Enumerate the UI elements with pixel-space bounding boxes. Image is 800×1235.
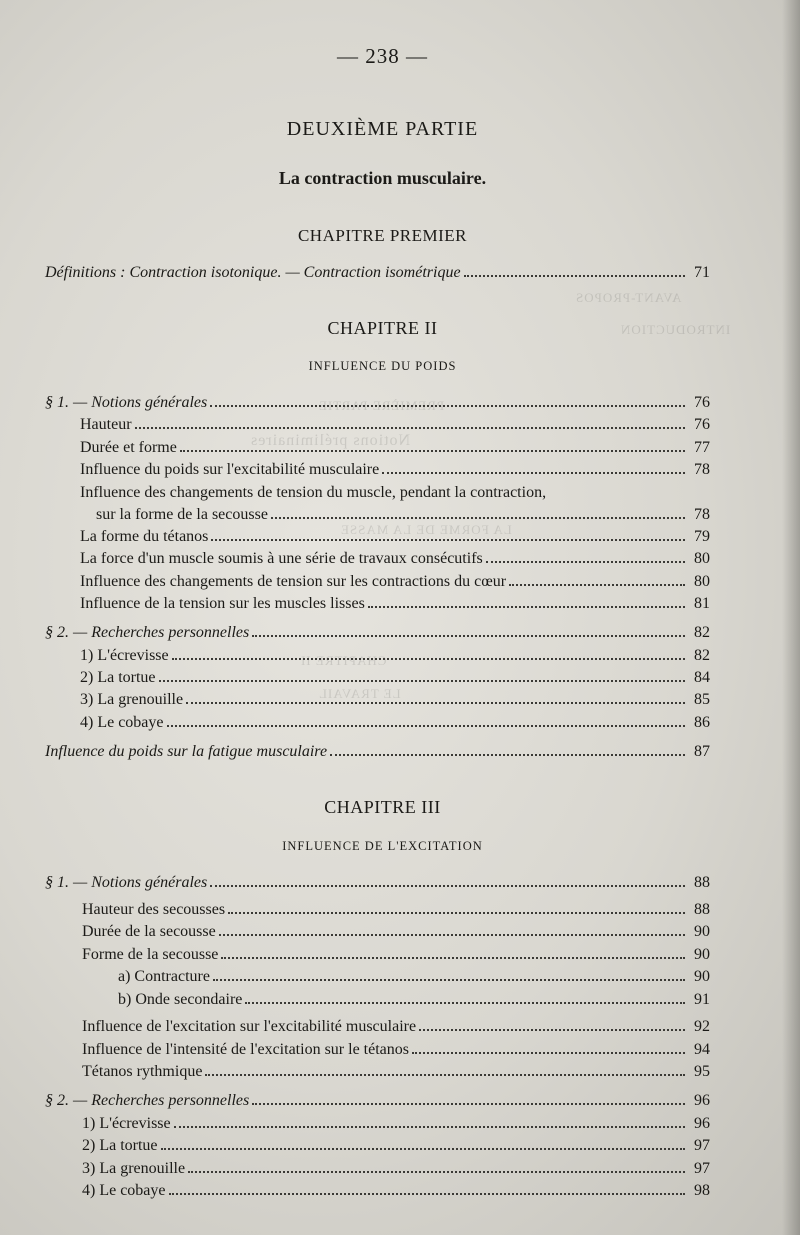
toc-entry-text: 3) La grenouille (82, 1160, 186, 1177)
leader-dots (486, 549, 685, 563)
toc-entry-page: 92 (694, 1018, 710, 1035)
toc-entry-page: 87 (694, 743, 710, 760)
toc-entry-text: Tétanos rythmique (82, 1063, 203, 1080)
toc-entry (45, 742, 710, 762)
toc-entry-text: Hauteur (80, 416, 132, 433)
leader-dots (188, 1159, 685, 1173)
toc-entry-page: 97 (694, 1160, 710, 1177)
toc-entry (82, 1017, 710, 1037)
toc-entry-page: 80 (694, 550, 710, 567)
toc-entry-text: 4) Le cobaye (80, 714, 164, 731)
part-subtitle: La contraction musculaire. (278, 168, 487, 188)
toc-entry-page: 95 (694, 1063, 710, 1080)
leader-dots (180, 438, 685, 452)
leader-dots (271, 505, 685, 519)
toc-entry-page: 88 (694, 901, 710, 918)
toc-entry (82, 1181, 710, 1201)
toc-entry-page: 76 (694, 394, 710, 411)
toc-entry-text: Influence du poids sur la fatigue musculaire (45, 743, 328, 760)
chapter2-heading: CHAPITRE II (327, 318, 438, 338)
leader-dots (245, 990, 685, 1004)
toc-entry-text: sur la forme de la secousse (96, 506, 268, 523)
bleed-through-text: Notions préliminaires (250, 432, 411, 449)
bleed-through-text: INTRODUCTION (620, 322, 731, 337)
chapter3-heading: CHAPITRE III (324, 797, 441, 817)
bleed-through-text: AVANT-PROPOS (575, 290, 682, 305)
toc-entry-text: La force d'un muscle soumis à une série de travaux consécutifs (80, 550, 483, 567)
toc-entry-text: 2) La tortue (82, 1137, 158, 1154)
toc-entry-page: 84 (694, 669, 710, 686)
toc-entry (80, 527, 710, 547)
toc-entry-text: Influence de l'intensité de l'excitation sur le tétanos (82, 1041, 409, 1058)
toc-entry-page: 80 (694, 573, 710, 590)
leader-dots (172, 646, 685, 660)
toc-entry-text: 1) L'écrevisse (80, 647, 169, 664)
bleed-through-text: LE TRAVAIL (318, 686, 401, 701)
leader-dots (382, 460, 685, 474)
toc-entry-page: 85 (694, 691, 710, 708)
toc-entry-text: Influence de la tension sur les muscles lisses (80, 595, 365, 612)
toc-entry-page: 90 (694, 968, 710, 985)
toc-entry-page: 88 (694, 874, 710, 891)
toc-entry-text: Hauteur des secousses (82, 901, 226, 918)
leader-dots (509, 572, 685, 586)
toc-entry (118, 990, 710, 1010)
toc-entry-text: Durée de la secousse (82, 923, 216, 940)
toc-entry-text: § 1. — Notions générales (45, 874, 208, 891)
leader-dots (464, 263, 685, 277)
toc-entry-page: 94 (694, 1041, 710, 1058)
toc-entry-text: 4) Le cobaye (82, 1182, 166, 1199)
toc-entry-text: 2) La tortue (80, 669, 156, 686)
toc-entry-page: 82 (694, 647, 710, 664)
part-title: DEUXIÈME PARTIE (286, 118, 479, 140)
toc-entry (82, 1136, 710, 1156)
toc-entry-page: 96 (694, 1115, 710, 1132)
leader-dots (219, 922, 685, 936)
leader-dots (210, 873, 685, 887)
leader-dots (174, 1114, 685, 1128)
toc-entry-text: b) Onde secondaire (118, 991, 243, 1008)
toc-entry (45, 623, 710, 643)
toc-entry-text: Influence du poids sur l'excitabilité musculaire (80, 461, 380, 478)
toc-entry (45, 393, 710, 413)
toc-entry (80, 690, 710, 710)
leader-dots (368, 594, 685, 608)
toc-entry-text: a) Contracture (118, 968, 210, 985)
toc-entry (82, 900, 710, 920)
toc-entry (118, 967, 710, 987)
toc-entry (45, 1091, 710, 1111)
bleed-through-text: LA FORME DE LA MASSE (340, 522, 512, 537)
toc-entry (80, 415, 710, 435)
toc-entry-text: Influence de l'excitation sur l'excitabilité musculaire (82, 1018, 417, 1035)
chapter3-subheading: INFLUENCE DE L'EXCITATION (282, 839, 483, 853)
toc-entry-page: 86 (694, 714, 710, 731)
toc-entry (80, 549, 710, 569)
leader-dots (135, 415, 685, 429)
toc-entry (82, 1062, 710, 1082)
toc-entry-page: 76 (694, 416, 710, 433)
toc-entry (80, 646, 710, 666)
toc-entry-page: 82 (694, 624, 710, 641)
toc-entry-page: 77 (694, 439, 710, 456)
toc-entry-page: 90 (694, 946, 710, 963)
toc-entry (80, 594, 710, 614)
toc-entry-text: 1) L'écrevisse (82, 1115, 171, 1132)
bleed-through-text: CHAPITRE II (300, 653, 387, 668)
toc-entry (80, 668, 710, 688)
chapter1-heading: CHAPITRE PREMIER (297, 226, 468, 245)
leader-dots (221, 945, 685, 959)
page-edge-shadow (782, 0, 800, 1235)
leader-dots (330, 742, 685, 756)
leader-dots (186, 690, 685, 704)
toc-entry-page: 71 (694, 264, 710, 281)
leader-dots (228, 900, 685, 914)
page-number: — 238 — (337, 44, 428, 68)
toc-entry-page: 78 (694, 506, 710, 523)
toc-entry-text: Influence des changements de tension du muscle, pendant la contraction, (80, 484, 547, 501)
toc-entry (82, 1159, 710, 1179)
leader-dots (252, 623, 685, 637)
toc-entry-text: § 1. — Notions générales (45, 394, 208, 411)
leader-dots (205, 1062, 685, 1076)
toc-entry-text: Définitions : Contraction isotonique. — Contraction isométrique (45, 264, 461, 281)
toc-entry (82, 945, 710, 965)
chapter2-subheading: INFLUENCE DU POIDS (308, 359, 457, 373)
leader-dots (213, 967, 685, 981)
toc-entry (96, 505, 710, 525)
toc-entry (80, 572, 710, 592)
toc-entry (80, 713, 710, 733)
toc-entry-text: 3) La grenouille (80, 691, 184, 708)
toc-entry-page: 79 (694, 528, 710, 545)
toc-entry (80, 438, 710, 458)
toc-entry-text: § 2. — Recherches personnelles (45, 1092, 250, 1109)
toc-entry (82, 1040, 710, 1060)
toc-entry (82, 922, 710, 942)
toc-entry-page: 91 (694, 991, 710, 1008)
leader-dots (169, 1181, 685, 1195)
toc-entry (45, 873, 710, 893)
leader-dots (252, 1091, 685, 1105)
toc-entry (80, 460, 710, 480)
toc-entry-page: 90 (694, 923, 710, 940)
toc-entry-page: 81 (694, 595, 710, 612)
toc-entry (82, 1114, 710, 1134)
toc-entry-page: 78 (694, 461, 710, 478)
toc-entry-page: 96 (694, 1092, 710, 1109)
toc-entry-text: Durée et forme (80, 439, 177, 456)
leader-dots (419, 1017, 685, 1031)
toc-entry-page: 98 (694, 1182, 710, 1199)
leader-dots (167, 713, 685, 727)
toc-entry-text: Forme de la secousse (82, 946, 219, 963)
leader-dots (412, 1040, 685, 1054)
leader-dots (159, 668, 685, 682)
toc-entry (45, 263, 710, 283)
leader-dots (210, 393, 685, 407)
toc-entry-text: § 2. — Recherches personnelles (45, 624, 250, 641)
toc-entry-text: La forme du tétanos (80, 528, 209, 545)
toc-entry-text: Influence des changements de tension sur les contractions du cœur (80, 573, 507, 590)
bleed-through-text: PREMIÈRE PARTIE (318, 398, 445, 413)
leader-dots (161, 1136, 685, 1150)
leader-dots (211, 527, 685, 541)
toc-entry-page: 97 (694, 1137, 710, 1154)
